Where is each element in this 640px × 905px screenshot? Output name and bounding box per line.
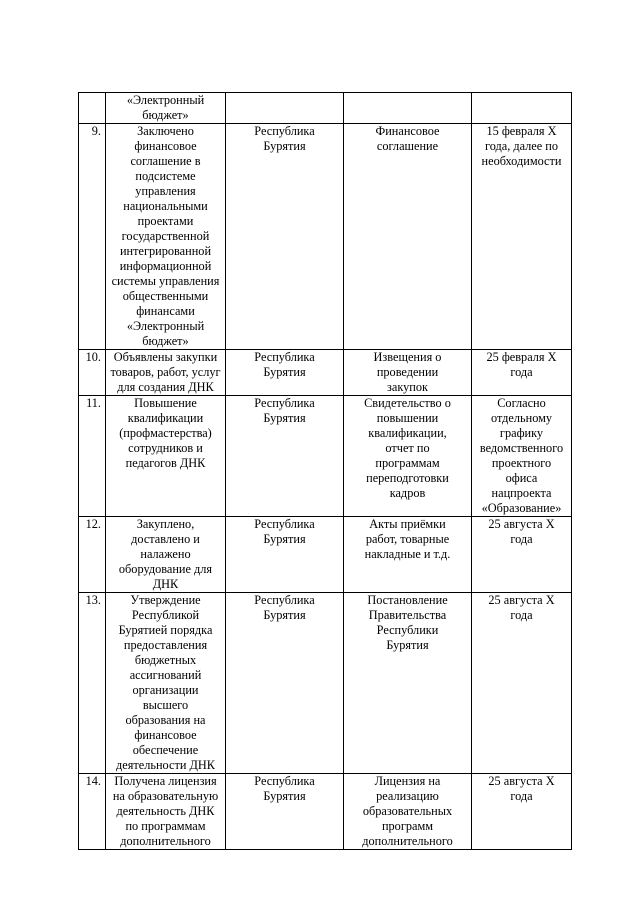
row-number: 9.: [91, 124, 101, 138]
row-number-cell: [79, 93, 106, 124]
row-number-cell: [79, 774, 106, 850]
document-line: отчет по: [385, 441, 430, 455]
level-cell: [226, 124, 344, 350]
deadline-line: нацпроекта: [491, 486, 552, 500]
event-line: финансовое: [134, 728, 197, 742]
event-cell: [106, 396, 226, 517]
events-table: [78, 92, 572, 850]
deadline-line: года, далее по: [484, 139, 559, 153]
event-line: предоставления: [123, 638, 208, 652]
event-cell: [106, 593, 226, 774]
event-line: высшего: [142, 698, 189, 712]
event-line: государственной: [121, 229, 210, 243]
level-cell: [226, 350, 344, 396]
event-line: Закуплено,: [136, 517, 195, 531]
event-line: общественными: [122, 289, 209, 303]
event-line: по программам: [125, 819, 206, 833]
event-line: образования на: [125, 713, 206, 727]
level-cell: [226, 93, 344, 124]
level-line: Республика: [254, 517, 315, 531]
event-line: Объявлены закупки: [113, 350, 218, 364]
event-line: бюджет»: [142, 334, 189, 348]
deadline-line: «Образование»: [481, 501, 562, 515]
document-line: Бурятия: [386, 638, 429, 652]
deadline-line: Согласно: [497, 396, 546, 410]
document-line: работ, товарные: [365, 532, 450, 546]
document-cell: [344, 93, 472, 124]
document-cell: [344, 593, 472, 774]
level-cell: [226, 396, 344, 517]
deadline-line: необходимости: [481, 154, 562, 168]
deadline-cell: [472, 396, 572, 517]
row-number: 14.: [85, 774, 101, 788]
event-line: проектами: [137, 214, 194, 228]
document-line: Акты приёмки: [369, 517, 446, 531]
deadline-line: 25 февраля Х: [486, 350, 557, 364]
event-line: Получена лицензия: [114, 774, 217, 788]
level-line: Бурятия: [263, 608, 306, 622]
document-line: закупок: [387, 380, 428, 394]
level-line: Республика: [254, 124, 315, 138]
table-row: [79, 396, 572, 517]
event-line: Утверждение: [130, 593, 201, 607]
document-line: Правительства: [368, 608, 447, 622]
document-line: накладные и т.д.: [364, 547, 451, 561]
deadline-line: 25 августа Х: [488, 517, 555, 531]
row-number-cell: [79, 593, 106, 774]
document-line: реализацию: [376, 789, 439, 803]
event-line: Заключено: [137, 124, 194, 138]
event-line: дополнительного: [120, 834, 211, 848]
deadline-line: отдельному: [490, 411, 553, 425]
deadline-line: проектного: [491, 456, 552, 470]
event-line: квалификации: [127, 411, 204, 425]
document-line: образовательных: [362, 804, 453, 818]
event-line: соглашение в: [130, 154, 201, 168]
event-line: управления: [135, 184, 196, 198]
row-number-cell: [79, 124, 106, 350]
event-line: деятельность ДНК: [116, 804, 215, 818]
event-line: бюджетных: [134, 653, 197, 667]
events-table-body: [79, 93, 572, 850]
deadline-line: года: [510, 365, 533, 379]
event-line: информационной: [119, 259, 212, 273]
deadline-cell: [472, 774, 572, 850]
event-cell: [106, 93, 226, 124]
deadline-line: года: [510, 608, 533, 622]
document-line: квалификации,: [368, 426, 447, 440]
document-cell: [344, 350, 472, 396]
event-line: Бурятией порядка: [118, 623, 213, 637]
event-line: сотрудников и: [128, 441, 203, 455]
document-line: Финансовое: [375, 124, 440, 138]
document-line: соглашение: [376, 139, 439, 153]
level-line: Бурятия: [263, 532, 306, 546]
table-row: [79, 593, 572, 774]
document-line: Свидетельство о: [364, 396, 451, 410]
deadline-line: ведомственного: [479, 441, 564, 455]
deadline-cell: [472, 517, 572, 593]
document-line: программ: [381, 819, 434, 833]
event-line: организации: [132, 683, 199, 697]
row-number-cell: [79, 396, 106, 517]
level-line: Республика: [254, 774, 315, 788]
row-number-cell: [79, 517, 106, 593]
row-number: 11.: [86, 396, 101, 410]
level-cell: [226, 517, 344, 593]
row-number: 12.: [85, 517, 101, 531]
row-number-cell: [79, 350, 106, 396]
event-line: финансами: [136, 304, 195, 318]
document-line: переподготовки: [366, 471, 449, 485]
document-cell: [344, 517, 472, 593]
level-line: Бурятия: [263, 139, 306, 153]
deadline-line: 25 августа Х: [488, 593, 555, 607]
deadline-cell: [472, 350, 572, 396]
table-row: [79, 124, 572, 350]
event-line: оборудование для: [118, 562, 213, 576]
event-line: налажено: [140, 547, 191, 561]
level-cell: [226, 774, 344, 850]
event-line: ДНК: [152, 577, 179, 591]
event-cell: [106, 350, 226, 396]
deadline-line: 15 февраля Х: [486, 124, 557, 138]
level-line: Бурятия: [263, 789, 306, 803]
document-line: повышении: [376, 411, 439, 425]
event-line: обеспечение: [132, 743, 199, 757]
deadline-line: офиса: [505, 471, 538, 485]
deadline-line: графику: [499, 426, 544, 440]
document-line: Постановление: [367, 593, 448, 607]
row-number: 10.: [85, 350, 101, 364]
deadline-cell: [472, 593, 572, 774]
event-line: системы управления: [111, 274, 220, 288]
deadline-cell: [472, 93, 572, 124]
table-row: [79, 350, 572, 396]
deadline-line: года: [510, 789, 533, 803]
table-row: [79, 517, 572, 593]
level-cell: [226, 593, 344, 774]
event-line: бюджет»: [142, 108, 189, 122]
document-line: проведении: [376, 365, 439, 379]
event-line: финансовое: [134, 139, 197, 153]
event-line: Республикой: [131, 608, 200, 622]
event-cell: [106, 124, 226, 350]
document-line: Лицензия на: [374, 774, 441, 788]
deadline-cell: [472, 124, 572, 350]
event-line: педагогов ДНК: [125, 456, 206, 470]
event-line: деятельности ДНК: [116, 758, 215, 772]
level-line: Бурятия: [263, 411, 306, 425]
deadline-line: года: [510, 532, 533, 546]
document-line: дополнительного: [362, 834, 453, 848]
event-cell: [106, 517, 226, 593]
document-line: Извещения о: [373, 350, 442, 364]
event-line: национальными: [123, 199, 208, 213]
event-line: «Электронный: [126, 93, 205, 107]
level-line: Республика: [254, 350, 315, 364]
document-cell: [344, 396, 472, 517]
table-row: [79, 774, 572, 850]
event-line: «Электронный: [126, 319, 205, 333]
event-line: на образовательную: [112, 789, 219, 803]
deadline-line: 25 августа Х: [488, 774, 555, 788]
table-row: [79, 93, 572, 124]
document-line: Республики: [376, 623, 439, 637]
event-line: доставлено и: [131, 532, 200, 546]
event-cell: [106, 774, 226, 850]
event-line: ассигнований: [129, 668, 202, 682]
event-line: подсистеме: [135, 169, 196, 183]
event-line: интегрированной: [119, 244, 212, 258]
event-line: товаров, работ, услуг: [110, 365, 221, 379]
row-number: 13.: [85, 593, 101, 607]
event-line: (профмастерства): [119, 426, 212, 440]
document-line: кадров: [389, 486, 426, 500]
event-line: Повышение: [134, 396, 197, 410]
level-line: Республика: [254, 593, 315, 607]
level-line: Республика: [254, 396, 315, 410]
event-line: для создания ДНК: [117, 380, 214, 394]
document-cell: [344, 124, 472, 350]
document-cell: [344, 774, 472, 850]
level-line: Бурятия: [263, 365, 306, 379]
document-line: программам: [375, 456, 440, 470]
